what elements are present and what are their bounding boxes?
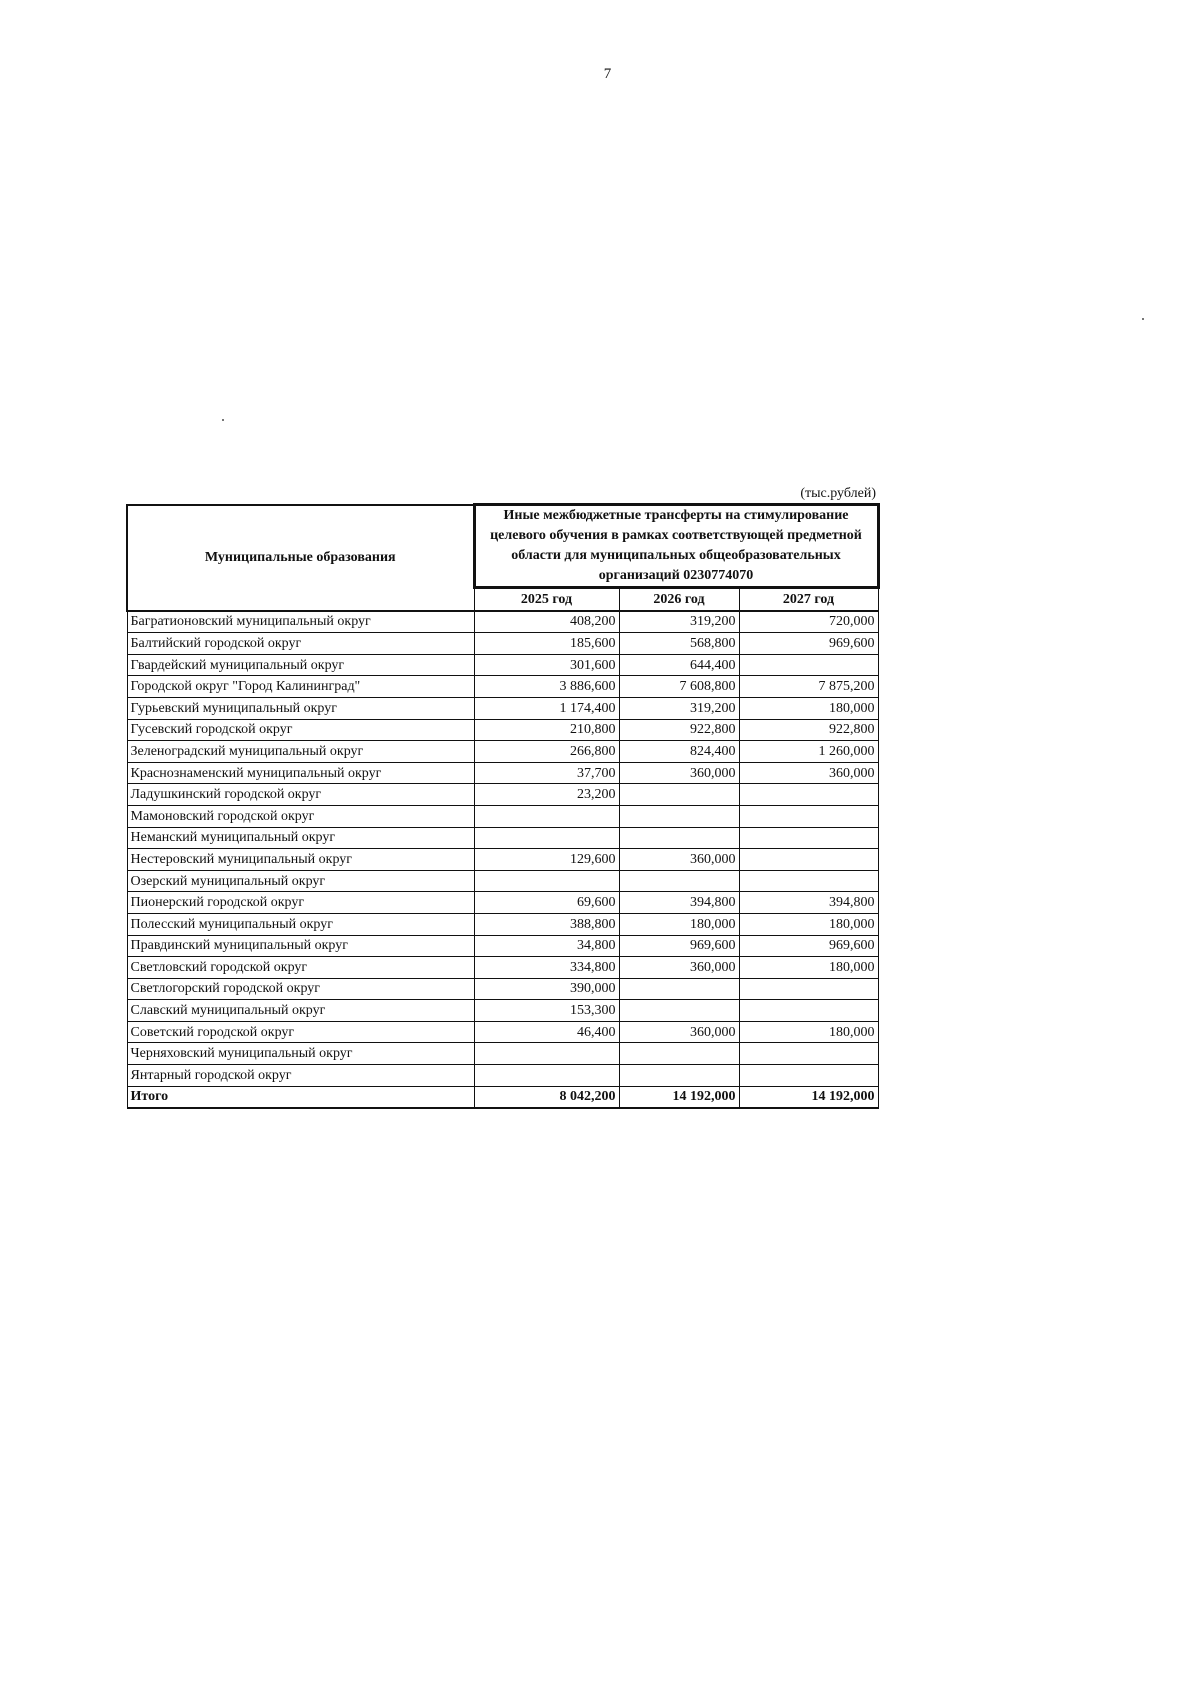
municipality-name: Полесский муниципальный округ — [127, 913, 474, 935]
municipality-name: Нестеровский муниципальный округ — [127, 849, 474, 871]
municipality-name: Советский городской округ — [127, 1021, 474, 1043]
value-2025: 129,600 — [474, 849, 619, 871]
municipality-name: Мамоновский городской округ — [127, 805, 474, 827]
value-2026: 319,200 — [619, 697, 739, 719]
value-2027 — [739, 849, 878, 871]
value-2026 — [619, 827, 739, 849]
municipality-name: Городской округ "Город Калининград" — [127, 676, 474, 698]
transfer-header: Иные межбюджетные трансферты на стимулирование целевого обучения в рамках соответствующей предметной области для муниципальных общеобразовательных организаций 0230774070 — [474, 505, 878, 588]
table-row — [127, 1000, 878, 1022]
value-2027: 180,000 — [739, 1021, 878, 1043]
table-row — [127, 762, 878, 784]
value-2025: 185,600 — [474, 633, 619, 655]
value-2026: 360,000 — [619, 762, 739, 784]
total-2026: 14 192,000 — [619, 1086, 739, 1108]
table-row — [127, 935, 878, 957]
transfers-table — [126, 503, 880, 1109]
value-2027: 7 875,200 — [739, 676, 878, 698]
value-2025: 1 174,400 — [474, 697, 619, 719]
value-2026 — [619, 805, 739, 827]
table-row — [127, 719, 878, 741]
value-2025: 37,700 — [474, 762, 619, 784]
value-2027: 922,800 — [739, 719, 878, 741]
value-2026: 922,800 — [619, 719, 739, 741]
table-row — [127, 827, 878, 849]
municipality-name: Зеленоградский муниципальный округ — [127, 741, 474, 763]
year-header-2025: 2025 год — [474, 588, 619, 611]
value-2026: 969,600 — [619, 935, 739, 957]
value-2026 — [619, 870, 739, 892]
year-header-2027: 2027 год — [739, 588, 878, 611]
municipality-name: Озерский муниципальный округ — [127, 870, 474, 892]
value-2026 — [619, 1043, 739, 1065]
header-row — [127, 505, 878, 588]
value-2026: 824,400 — [619, 741, 739, 763]
value-2027: 360,000 — [739, 762, 878, 784]
table-row — [127, 913, 878, 935]
value-2026: 360,000 — [619, 849, 739, 871]
total-label: Итого — [127, 1086, 474, 1108]
table-body — [127, 611, 878, 1109]
value-2026: 644,400 — [619, 654, 739, 676]
table-row — [127, 978, 878, 1000]
value-2027: 969,600 — [739, 633, 878, 655]
page-number: 7 — [603, 66, 612, 82]
value-2026 — [619, 978, 739, 1000]
table-row — [127, 1065, 878, 1087]
municipality-name: Славский муниципальный округ — [127, 1000, 474, 1022]
table-row — [127, 870, 878, 892]
value-2027 — [739, 1065, 878, 1087]
value-2026: 360,000 — [619, 1021, 739, 1043]
total-2025: 8 042,200 — [474, 1086, 619, 1108]
municipality-name: Черняховский муниципальный округ — [127, 1043, 474, 1065]
value-2026: 180,000 — [619, 913, 739, 935]
value-2026 — [619, 784, 739, 806]
table-row — [127, 611, 878, 633]
value-2025: 266,800 — [474, 741, 619, 763]
value-2027 — [739, 784, 878, 806]
municipality-name: Светловский городской округ — [127, 957, 474, 979]
table-row — [127, 957, 878, 979]
value-2026 — [619, 1065, 739, 1087]
municipality-name: Пионерский городской округ — [127, 892, 474, 914]
value-2027: 1 260,000 — [739, 741, 878, 763]
value-2026: 568,800 — [619, 633, 739, 655]
municipality-name: Неманский муниципальный округ — [127, 827, 474, 849]
value-2025: 210,800 — [474, 719, 619, 741]
table-row — [127, 849, 878, 871]
municipality-name: Гвардейский муниципальный округ — [127, 654, 474, 676]
table-row — [127, 1021, 878, 1043]
table-row — [127, 741, 878, 763]
value-2027 — [739, 870, 878, 892]
value-2025: 390,000 — [474, 978, 619, 1000]
value-2025: 153,300 — [474, 1000, 619, 1022]
table-row — [127, 697, 878, 719]
value-2027 — [739, 1000, 878, 1022]
scan-speck — [1142, 318, 1144, 320]
value-2027 — [739, 805, 878, 827]
table-row — [127, 1043, 878, 1065]
value-2025 — [474, 827, 619, 849]
table-row — [127, 784, 878, 806]
value-2025: 46,400 — [474, 1021, 619, 1043]
total-2027: 14 192,000 — [739, 1086, 878, 1108]
value-2025: 34,800 — [474, 935, 619, 957]
value-2026 — [619, 1000, 739, 1022]
value-2027: 180,000 — [739, 697, 878, 719]
value-2025 — [474, 870, 619, 892]
table-row — [127, 654, 878, 676]
municipality-name: Правдинский муниципальный округ — [127, 935, 474, 957]
total-row — [127, 1086, 878, 1108]
value-2027 — [739, 978, 878, 1000]
value-2027 — [739, 827, 878, 849]
value-2025 — [474, 1065, 619, 1087]
scan-speck — [222, 419, 224, 421]
value-2025: 388,800 — [474, 913, 619, 935]
value-2025: 3 886,600 — [474, 676, 619, 698]
units-label: (тыс.рублей) — [800, 486, 876, 501]
value-2027: 394,800 — [739, 892, 878, 914]
value-2025: 334,800 — [474, 957, 619, 979]
municipality-header: Муниципальные образования — [127, 505, 474, 611]
value-2027: 180,000 — [739, 957, 878, 979]
value-2026: 7 608,800 — [619, 676, 739, 698]
municipality-name: Багратионовский муниципальный округ — [127, 611, 474, 633]
value-2025: 301,600 — [474, 654, 619, 676]
value-2027 — [739, 1043, 878, 1065]
value-2025: 23,200 — [474, 784, 619, 806]
value-2025: 408,200 — [474, 611, 619, 633]
value-2027: 969,600 — [739, 935, 878, 957]
municipality-name: Ладушкинский городской округ — [127, 784, 474, 806]
value-2026: 360,000 — [619, 957, 739, 979]
municipality-name: Краснознаменский муниципальный округ — [127, 762, 474, 784]
municipality-name: Балтийский городской округ — [127, 633, 474, 655]
value-2026: 394,800 — [619, 892, 739, 914]
table-row — [127, 633, 878, 655]
value-2027: 180,000 — [739, 913, 878, 935]
municipality-name: Светлогорский городской округ — [127, 978, 474, 1000]
value-2026: 319,200 — [619, 611, 739, 633]
municipality-name: Гурьевский муниципальный округ — [127, 697, 474, 719]
year-header-2026: 2026 год — [619, 588, 739, 611]
value-2027 — [739, 654, 878, 676]
value-2025 — [474, 805, 619, 827]
value-2025: 69,600 — [474, 892, 619, 914]
municipality-name: Янтарный городской округ — [127, 1065, 474, 1087]
table-row — [127, 892, 878, 914]
value-2025 — [474, 1043, 619, 1065]
municipality-name: Гусевский городской округ — [127, 719, 474, 741]
value-2027: 720,000 — [739, 611, 878, 633]
table-row — [127, 676, 878, 698]
table-row — [127, 805, 878, 827]
